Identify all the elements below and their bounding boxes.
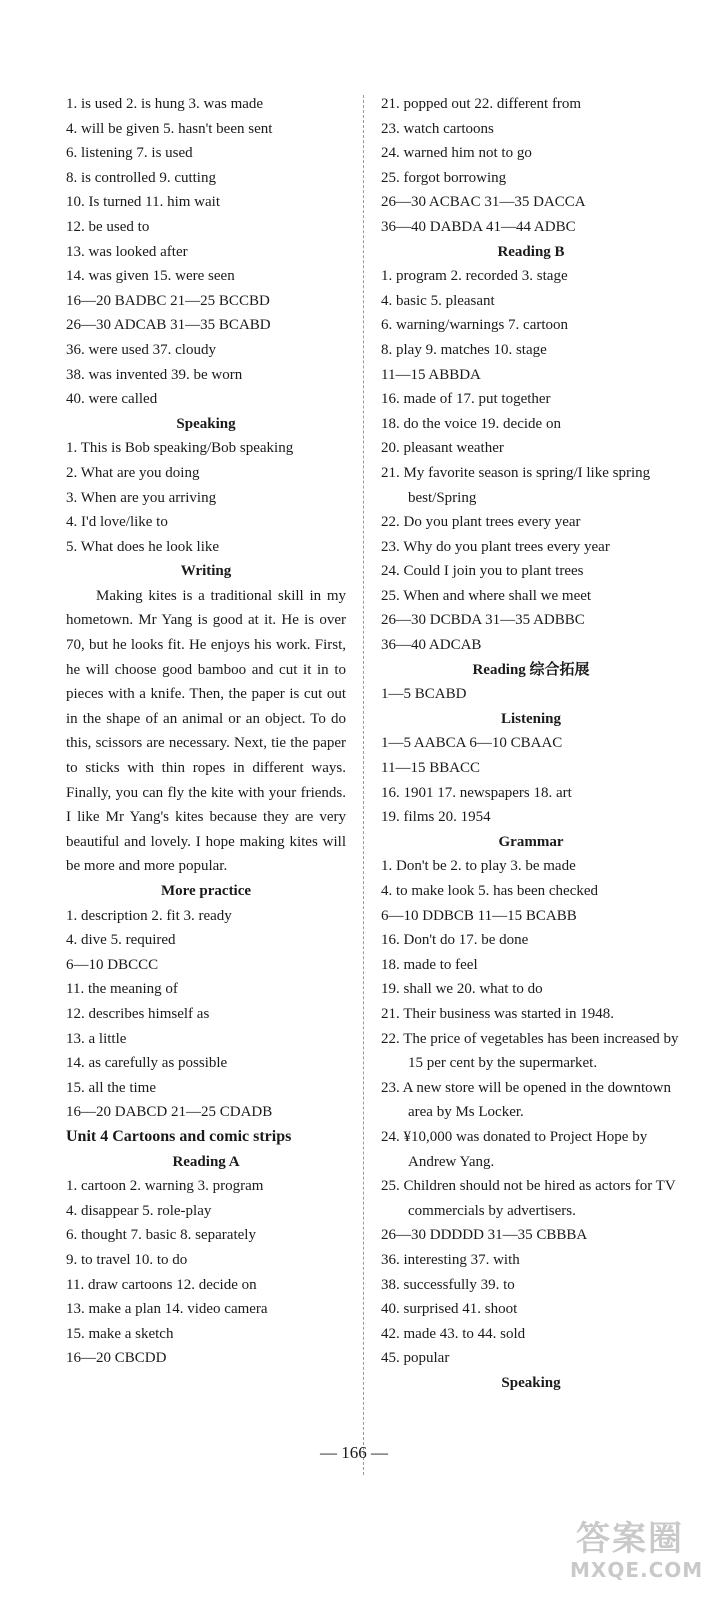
answer-line: 26—30 DCBDA 31—35 ADBBC [381, 612, 585, 629]
answer-line: 21. popped out 22. different from [381, 96, 582, 112]
answer-line: 45. popular [381, 1350, 450, 1367]
section-heading: Reading B [497, 243, 565, 260]
answer-line: 12. be used to [66, 218, 150, 235]
answer-line: 10. Is turned 11. him wait [66, 194, 221, 211]
answer-line: 11—15 BBACC [381, 760, 481, 777]
answer-line: 36—40 DABDA 41—44 ADBC [381, 218, 576, 235]
section-heading: Reading 综合拓展 [472, 661, 590, 678]
section-heading: Unit 4 Cartoons and comic strips [66, 1127, 292, 1145]
answer-line: 6—10 DBCCC [66, 956, 159, 973]
answer-line: 1. description 2. fit 3. ready [66, 907, 232, 924]
answer-line: 18. do the voice 19. decide on [381, 415, 561, 432]
answer-line: 19. shall we 20. what to do [381, 981, 543, 998]
answer-line: 24. ¥10,000 was donated to Project Hope by Andrew Yang. [381, 1128, 648, 1170]
answer-line: 9. to travel 10. to do [66, 1251, 188, 1268]
answer-line: 16. made of 17. put together [381, 391, 551, 408]
watermark-url: MXQE.COM [570, 1558, 704, 1582]
answer-line: 14. as carefully as possible [66, 1055, 228, 1072]
answer-line: 1. Don't be 2. to play 3. be made [381, 858, 576, 875]
answer-line: 36—40 ADCAB [381, 637, 482, 654]
answer-line: 5. What does he look like [66, 538, 220, 555]
answer-line: 13. was looked after [66, 243, 188, 260]
answer-line: 25. Children should not be hired as actors for TV commercials by advertisers. [381, 1178, 676, 1219]
section-heading: Speaking [501, 1374, 561, 1391]
answer-line: 20. pleasant weather [381, 440, 504, 457]
answer-line: 26—30 ADCAB 31—35 BCABD [66, 317, 271, 334]
answer-line: 4. to make look 5. has been checked [381, 883, 599, 899]
section-heading: Reading A [172, 1153, 240, 1170]
answer-line: 26—30 DDDDD 31—35 CBBBA [381, 1227, 588, 1244]
answer-line: 26—30 ACBAC 31—35 DACCA [381, 194, 586, 211]
answer-line: 24. warned him not to go [381, 145, 532, 162]
answer-line: 8. play 9. matches 10. stage [381, 341, 547, 358]
answer-line: 38. was invented 39. be worn [66, 366, 243, 383]
page-number: — 166 — [320, 1443, 388, 1462]
answer-line: 15. all the time [66, 1079, 156, 1096]
watermark-logo-text: 答案圈 [576, 1519, 684, 1559]
right-answer-column [381, 92, 681, 1395]
answer-line: 25. When and where shall we meet [381, 587, 592, 604]
section-heading: Writing [180, 563, 232, 580]
answer-line: 13. make a plan 14. video camera [66, 1301, 268, 1318]
watermark-logo [570, 1519, 704, 1582]
answer-line: 38. successfully 39. to [381, 1276, 515, 1293]
answer-line: 19. films 20. 1954 [381, 809, 491, 826]
answer-line: 15. make a sketch [66, 1325, 174, 1342]
left-answer-column [66, 92, 346, 1371]
answer-line: 36. interesting 37. with [381, 1251, 520, 1268]
answer-line: 23. Why do you plant trees every year [381, 538, 610, 555]
answer-line: 8. is controlled 9. cutting [66, 169, 216, 186]
answer-line: 23. A new store will be opened in the downtown area by Ms Locker. [381, 1079, 671, 1121]
writing-paragraph: Making kites is a traditional skill in my hometown. Mr Yang is good at it. He is over 70, but he looks fit. He enjoys his work. First, he will choose good bamboo and cut it in to pieces with a knife. Then, the paper is cut out in the shape of an animal or an object. To do this, scissors are necessary. Next, tie the paper to sticks with thin ropes in different ways. Finally, you can fly the kite with your friends. I like Mr Yang's kites because they are very beautiful and lovely. I hope making kites will be more and more popular. [66, 587, 346, 875]
answer-line: 6—10 DDBCB 11—15 BCABB [381, 907, 577, 924]
answer-line: 24. Could I join you to plant trees [381, 563, 584, 580]
answer-line: 16. 1901 17. newspapers 18. art [381, 784, 572, 801]
answer-line: 23. watch cartoons [381, 120, 494, 137]
answer-line: 4. will be given 5. hasn't been sent [66, 120, 273, 137]
answer-line: 1—5 BCABD [381, 686, 467, 703]
answer-line: 4. disappear 5. role-play [66, 1202, 212, 1219]
answer-line: 22. The price of vegetables has been increased by 15 per cent by the supermarket. [381, 1030, 679, 1072]
answer-line: 16. Don't do 17. be done [381, 932, 529, 949]
answer-line: 1. program 2. recorded 3. stage [381, 268, 568, 285]
answer-line: 1—5 AABCA 6—10 CBAAC [381, 735, 563, 752]
answer-line: 11. draw cartoons 12. decide on [66, 1276, 257, 1293]
answer-line: 6. thought 7. basic 8. separately [66, 1227, 256, 1244]
answer-line: 1. cartoon 2. warning 3. program [66, 1178, 264, 1195]
answer-line: 4. I'd love/like to [66, 514, 168, 531]
section-heading: Speaking [176, 415, 236, 432]
answer-line: 2. What are you doing [66, 464, 200, 481]
answer-line: 40. surprised 41. shoot [381, 1301, 518, 1318]
answer-line: 18. made to feel [381, 956, 478, 973]
answer-line: 4. dive 5. required [66, 932, 176, 949]
answer-line: 16—20 BADBC 21—25 BCCBD [66, 292, 270, 309]
answer-line: 22. Do you plant trees every year [381, 514, 581, 531]
answer-line: 11. the meaning of [66, 981, 178, 998]
column-divider [363, 95, 364, 1475]
section-heading: Listening [500, 710, 561, 727]
answer-line: 16—20 CBCDD [66, 1350, 167, 1367]
answer-line: 40. were called [66, 391, 158, 408]
section-heading: More practice [160, 883, 252, 899]
answer-line: 21. Their business was started in 1948. [381, 1005, 615, 1022]
section-heading: Grammar [498, 833, 564, 850]
answer-line: 4. basic 5. pleasant [381, 292, 495, 309]
answer-line: 1. is used 2. is hung 3. was made [66, 96, 264, 112]
answer-line: 13. a little [66, 1030, 127, 1047]
answer-line: 6. warning/warnings 7. cartoon [381, 317, 569, 334]
answer-line: 3. When are you arriving [66, 489, 217, 506]
answer-line: 12. describes himself as [66, 1005, 210, 1022]
answer-line: 21. My favorite season is spring/I like spring best/Spring [381, 464, 651, 506]
answer-line: 14. was given 15. were seen [66, 268, 235, 285]
answer-line: 16—20 DABCD 21—25 CDADB [66, 1104, 273, 1121]
answer-line: 6. listening 7. is used [66, 145, 193, 162]
answer-line: 42. made 43. to 44. sold [381, 1325, 526, 1342]
answer-line: 1. This is Bob speaking/Bob speaking [66, 440, 294, 457]
answer-line: 25. forgot borrowing [381, 169, 507, 186]
answer-line: 36. were used 37. cloudy [66, 341, 216, 358]
answer-line: 11—15 ABBDA [381, 366, 481, 383]
